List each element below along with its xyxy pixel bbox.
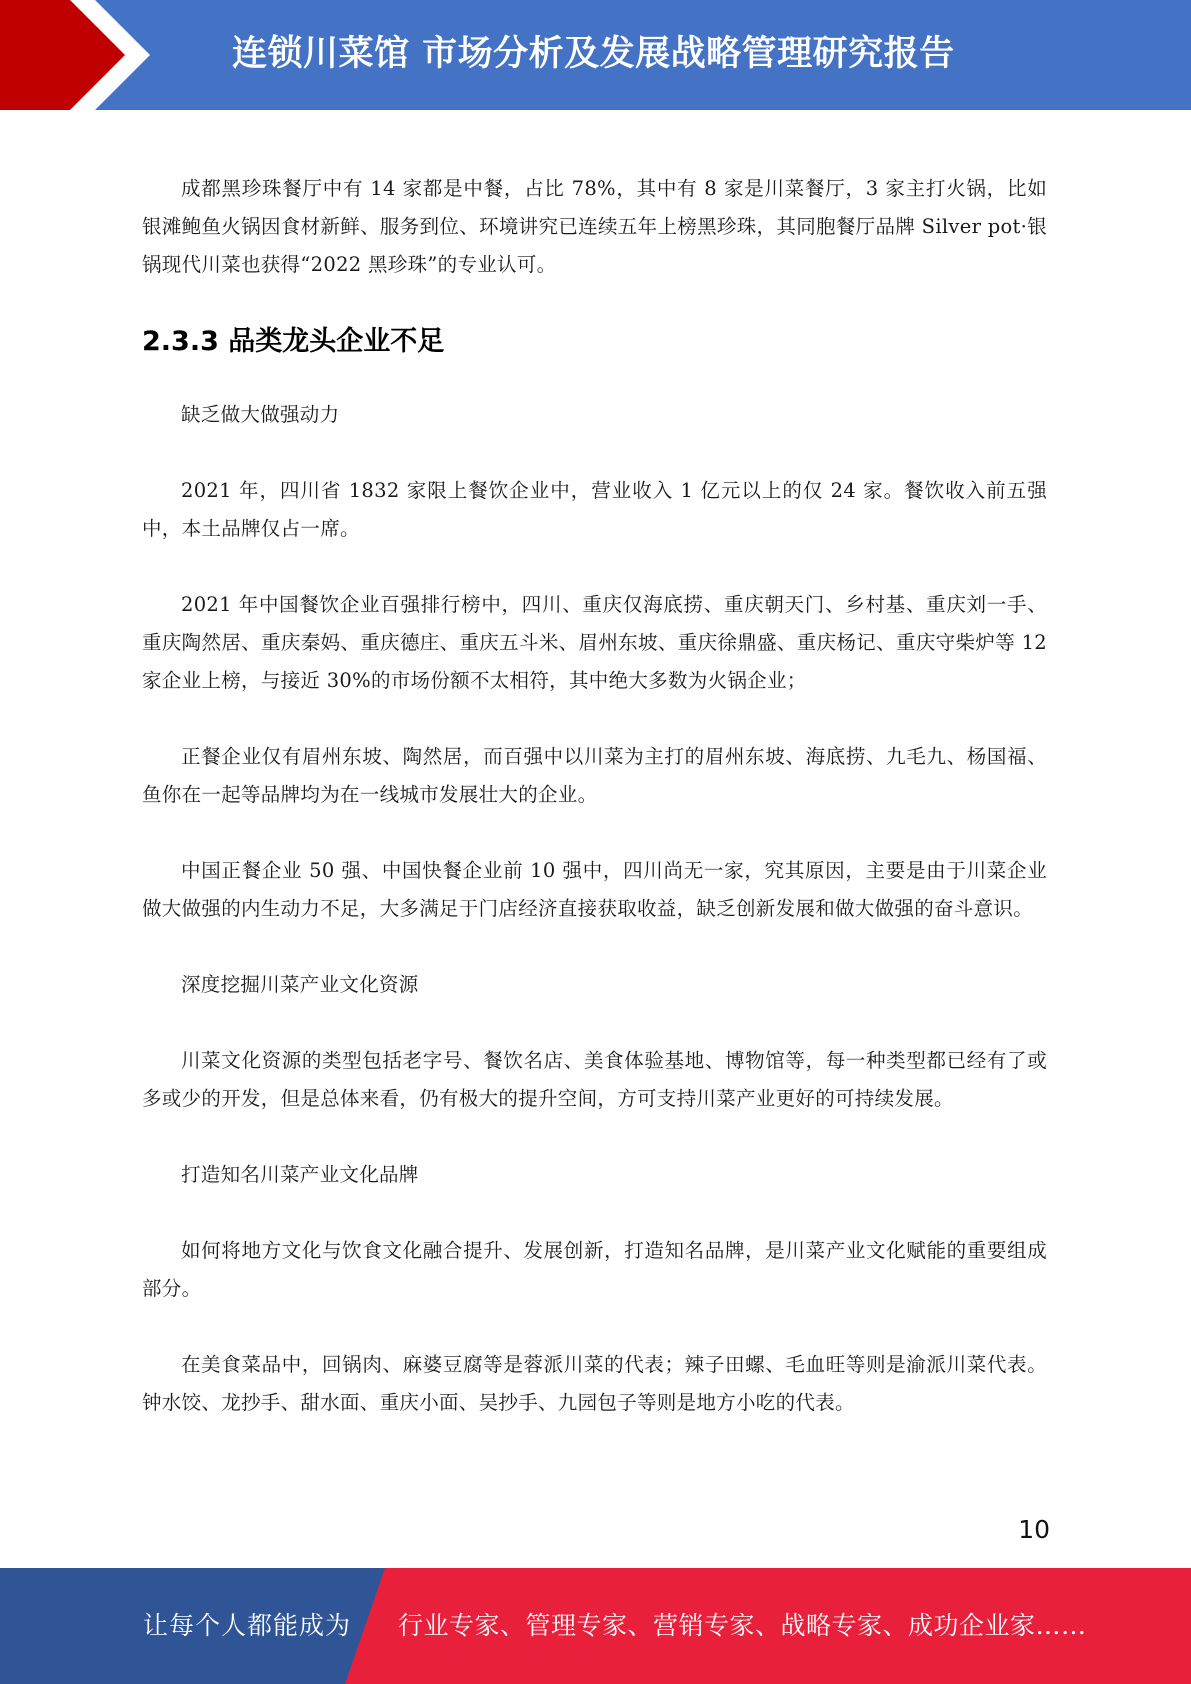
paragraph-black-pearl: 成都黑珍珠餐厅中有 14 家都是中餐，占比 78%，其中有 8 家是川菜餐厅，3 家主打火锅，比如银滩鲍鱼火锅因食材新鲜、服务到位、环境讲究已连续五年上榜黑珍珠，其同胞餐厅品牌 Silver pot·银锅现代川菜也获得“2022 黑珍珠”的专业认可。 bbox=[142, 177, 1047, 276]
footer-banner bbox=[0, 1568, 1191, 1684]
footer-slogan-left: 让每个人都能成为 bbox=[143, 1611, 352, 1640]
subheading-lack-of-drive: 缺乏做大做强动力 bbox=[181, 403, 340, 426]
page-number: 10 bbox=[1018, 1515, 1050, 1544]
paragraph-brand-building: 如何将地方文化与饮食文化融合提升、发展创新，打造知名品牌，是川菜产业文化赋能的重要组成部分。 bbox=[142, 1239, 1047, 1300]
section-heading: 2.3.3 品类龙头企业不足 bbox=[142, 326, 445, 357]
subheading-brand-building: 打造知名川菜产业文化品牌 bbox=[181, 1163, 419, 1186]
footer-slogan-right: 行业专家、管理专家、营销专家、战略专家、成功企业家…… bbox=[398, 1611, 1087, 1640]
paragraph-cultural-resources: 川菜文化资源的类型包括老字号、餐饮名店、美食体验基地、博物馆等，每一种类型都已经有了或多或少的开发，但是总体来看，仍有极大的提升空间，方可支持川菜产业更好的可持续发展。 bbox=[142, 1049, 1047, 1110]
document-body bbox=[142, 170, 1047, 1460]
paragraph-top100-ranking: 2021 年中国餐饮企业百强排行榜中，四川、重庆仅海底捞、重庆朝天门、乡村基、重庆刘一手、重庆陶然居、重庆秦妈、重庆德庄、重庆五斗米、眉州东坡、重庆徐鼎盛、重庆杨记、重庆守柴炉等 12 家企业上榜，与接近 30%的市场份额不太相符，其中绝大多数为火锅企业； bbox=[142, 593, 1047, 692]
paragraph-representative-dishes: 在美食菜品中，回锅肉、麻婆豆腐等是蓉派川菜的代表；辣子田螺、毛血旺等则是渝派川菜代表。钟水饺、龙抄手、甜水面、重庆小面、吴抄手、九园包子等则是地方小吃的代表。 bbox=[142, 1353, 1047, 1414]
subheading-cultural-resources: 深度挖掘川菜产业文化资源 bbox=[181, 973, 419, 996]
paragraph-causes: 中国正餐企业 50 强、中国快餐企业前 10 强中，四川尚无一家，究其原因，主要是由于川菜企业做大做强的内生动力不足，大多满足于门店经济直接获取收益，缺乏创新发展和做大做强的奋斗意识。 bbox=[142, 859, 1047, 920]
paragraph-formal-dining: 正餐企业仅有眉州东坡、陶然居，而百强中以川菜为主打的眉州东坡、海底捞、九毛九、杨国福、鱼你在一起等品牌均为在一线城市发展壮大的企业。 bbox=[142, 745, 1047, 806]
report-title: 连锁川菜馆 市场分析及发展战略管理研究报告 bbox=[232, 34, 955, 74]
paragraph-sichuan-revenue: 2021 年，四川省 1832 家限上餐饮企业中，营业收入 1 亿元以上的仅 24 家。餐饮收入前五强中，本土品牌仅占一席。 bbox=[142, 479, 1047, 540]
header-banner bbox=[0, 0, 1191, 110]
